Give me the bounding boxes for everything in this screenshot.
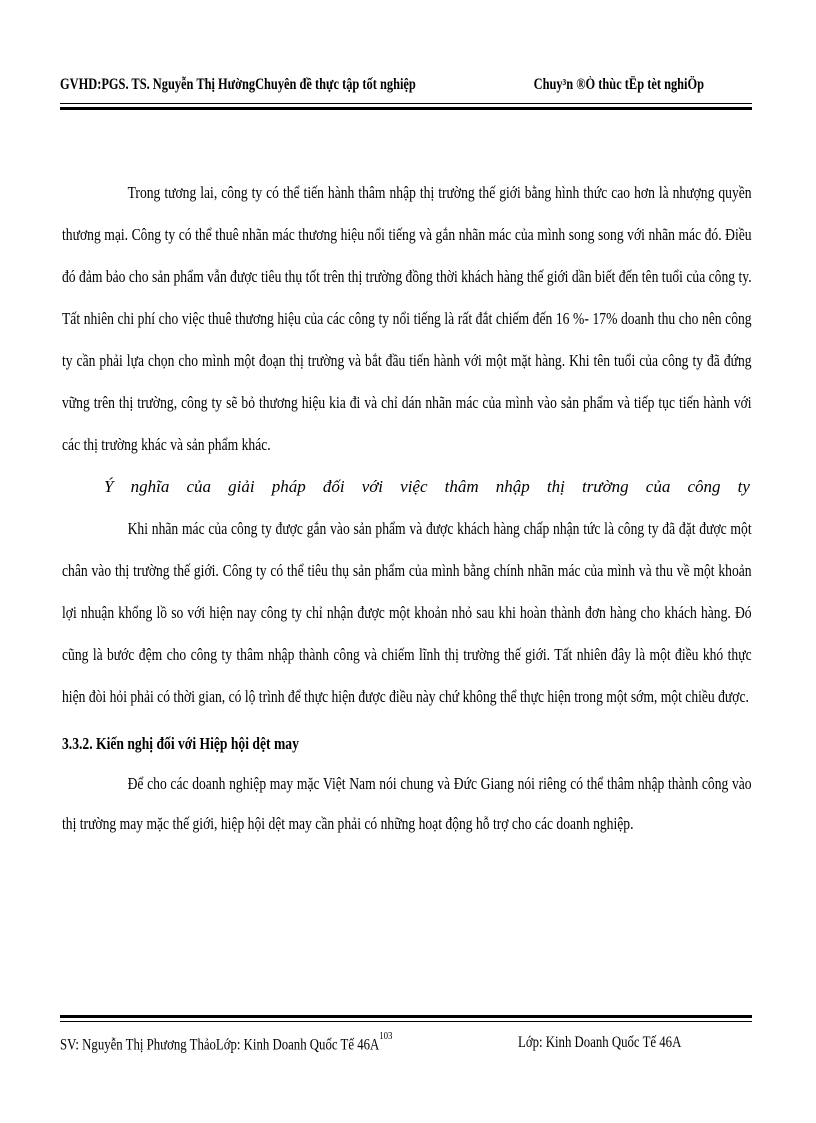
page-footer: [60, 1030, 752, 1060]
italic-word: giải: [228, 477, 255, 496]
italic-word: đối: [322, 477, 345, 496]
italic-word: của: [186, 477, 211, 496]
italic-word: với: [361, 477, 384, 496]
paragraph-3-text: Để cho các doanh nghiệp may mặc Việt Nam nói chung và Đức Giang nói riêng có thể thâm nhập thành công vào thị trường may mặc thế giới, hiệp hội dệt may cần phải có những hoạt động hỗ trợ cho các doanh nghiệp.: [62, 774, 752, 833]
header-rule-thick: [60, 107, 752, 110]
document-body: [62, 172, 752, 844]
footer-left-text: SV: Nguyễn Thị Phương ThảoLớp: Kinh Doanh Quốc Tế 46A: [60, 1036, 380, 1054]
footer-rule-thick: [60, 1015, 752, 1018]
section-heading: [62, 724, 752, 764]
page-header: [60, 72, 752, 100]
footer-left: [60, 1030, 393, 1054]
italic-word: trường: [581, 477, 629, 496]
italic-word: Ý: [104, 477, 114, 496]
header-left-text: GVHD:PGS. TS. Nguyễn Thị HườngChuyên đề thực tập tốt nghiệp: [60, 76, 416, 93]
paragraph-3: [62, 764, 752, 844]
italic-word: thâm: [444, 477, 479, 496]
italic-subheading: [62, 466, 752, 508]
italic-word: ty: [737, 477, 750, 496]
paragraph-1: [62, 172, 752, 466]
paragraph-2-text: Khi nhãn mác của công ty được gắn vào sản phẩm và được khách hàng chấp nhận tức là công ty đã đặt được một chân vào thị trường thế giới. Công ty có thể tiêu thụ sản phẩm của mình bằng chính nhãn mác của mình và thu về một khoản lợi nhuận khổng lồ so với hiện nay công ty chỉ nhận được một khoản nhỏ sau khi hoàn thành đơn hàng cho khách hàng. Đó cũng là bước đệm cho công ty thâm nhập thành công và chiếm lĩnh thị trường thế giới. Tất nhiên đây là một điều khó thực hiện đòi hỏi phải có thời gian, có lộ trình để thực hiện được điều này chứ không thể thực hiện trong một sớm, một chiều được.: [62, 519, 752, 706]
italic-word: của: [645, 477, 671, 496]
footer-rule-thin: [60, 1021, 752, 1022]
header-right-text: Chuy³n ®Ò thùc tËp tèt nghiÖp: [533, 76, 704, 93]
italic-word: việc: [400, 477, 428, 496]
paragraph-1-text: Trong tương lai, công ty có thể tiến hành thâm nhập thị trường thế giới bằng hình thức cao hơn là nhượng quyền thương mại. Công ty có thể thuê nhãn mác thương hiệu nổi tiếng và gắn nhãn mác của mình song song với nhãn mác đó. Điều đó đảm bảo cho sản phẩm vẫn được tiêu thụ tốt trên thị trường đồng thời khách hàng thế giới dần biết đến tên tuổi của công ty. Tất nhiên chi phí cho việc thuê thương hiệu của các công ty nổi tiếng là rất đắt chiếm đến 16 %- 17% doanh thu cho nên công ty cần phải lựa chọn cho mình một đoạn thị trường và bắt đầu tiến hành với một mặt hàng. Khi tên tuổi của công ty đã đứng vững trên thị trường, công ty sẽ bỏ thương hiệu kia đi và chỉ dán nhãn mác của mình vào sản phẩm và tiếp tục tiến hành với các thị trường khác và sản phẩm khác.: [62, 183, 752, 454]
italic-word: nghĩa: [130, 477, 170, 496]
italic-word: nhập: [495, 477, 530, 496]
italic-word: công: [687, 477, 721, 496]
italic-word: pháp: [271, 477, 306, 496]
header-rule-thin: [60, 103, 752, 104]
footer-right-text: Lớp: Kinh Doanh Quốc Tế 46A: [518, 1034, 682, 1051]
paragraph-2: [62, 508, 752, 718]
page-number: 103: [379, 1030, 393, 1042]
section-heading-text: 3.3.2. Kiến nghị đối với Hiệp hội dệt may: [62, 734, 299, 753]
italic-word: thị: [546, 477, 565, 496]
